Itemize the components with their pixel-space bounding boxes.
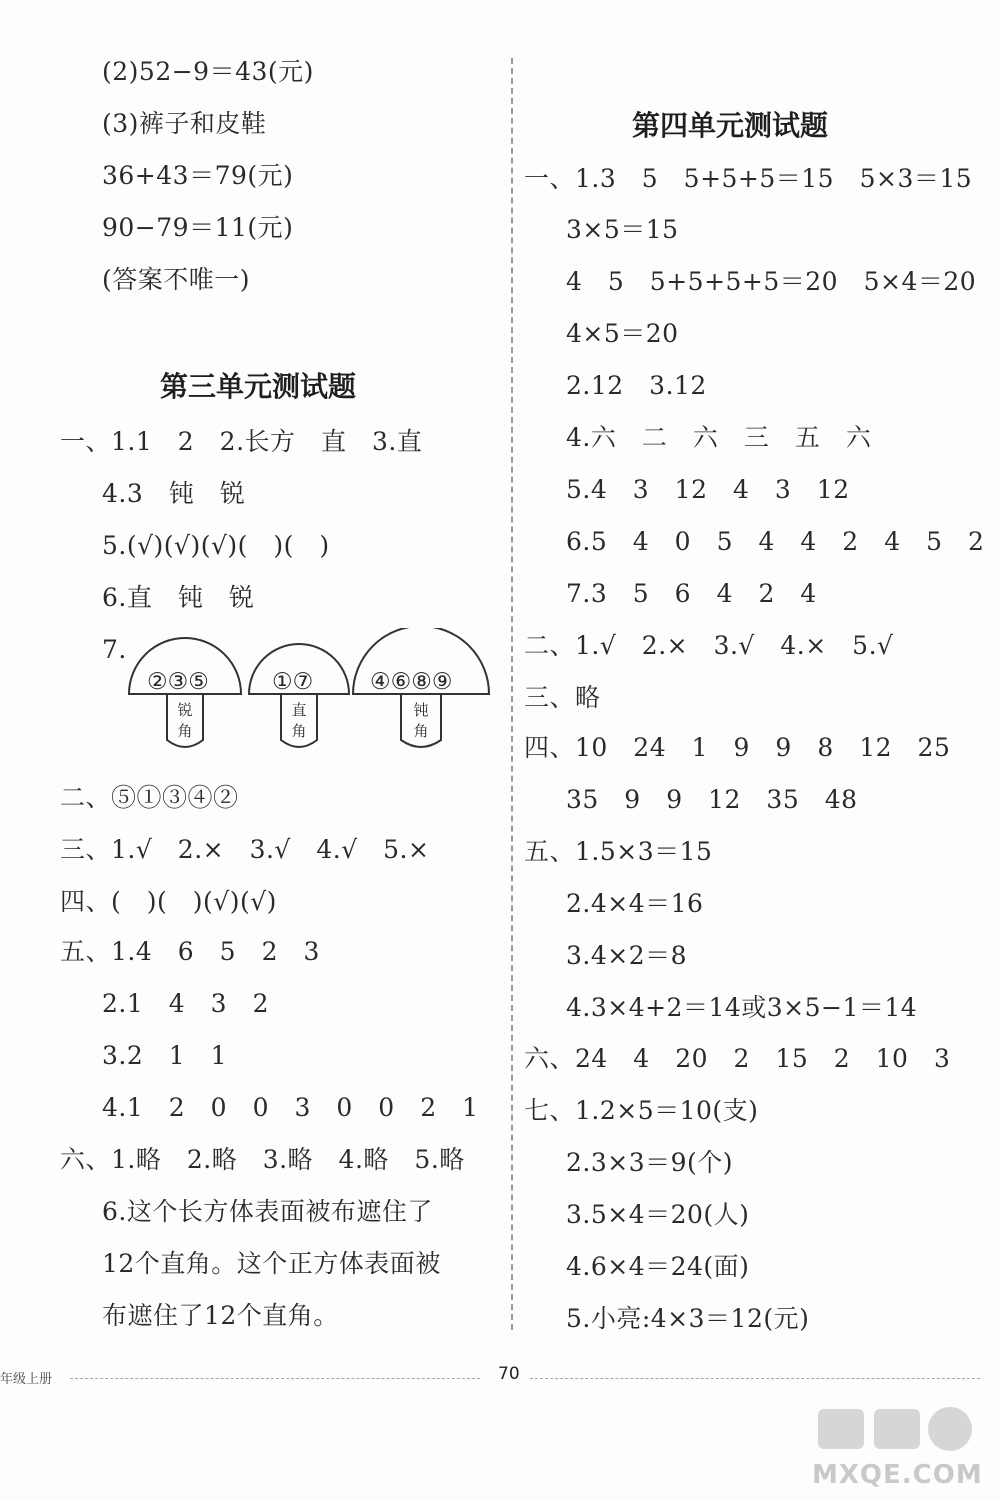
answer-line: 4.3 钝 锐 — [102, 479, 246, 508]
answer-line: 2.4×4＝16 — [566, 889, 704, 918]
answer-line: 4.六 二 六 三 五 六 — [566, 423, 872, 452]
mushroom-1-numbers: ②③⑤ — [147, 669, 209, 695]
answer-line: 一、1.1 2 2.长方 直 3.直 — [60, 427, 423, 456]
answer-line: 4 5 5+5+5+5＝20 5×4＝20 — [566, 267, 977, 296]
answer-line: 三、略 — [524, 683, 601, 712]
answer-line: 4.3×4+2＝14或3×5−1＝14 — [566, 993, 918, 1022]
unit3-title: 第三单元测试题 — [160, 370, 357, 403]
unit4-title: 第四单元测试题 — [632, 109, 829, 142]
mushroom-2-stem: 角 — [291, 722, 307, 740]
answer-line: 5.4 3 12 4 3 12 — [566, 475, 850, 504]
answer-line: 6.5 4 0 5 4 4 2 4 5 2 — [566, 527, 985, 556]
page-number: 70 — [498, 1364, 520, 1384]
answer-line: 4.6×4＝24(面) — [566, 1252, 750, 1281]
answer-line: 二、⑤①③④② — [60, 783, 239, 812]
answer-line: 一、1.3 5 5+5+5＝15 5×3＝15 — [524, 164, 973, 193]
watermark-text: MXQE.COM — [812, 1460, 983, 1490]
answer-line: 3.4×2＝8 — [566, 941, 688, 970]
footer-rule-left — [70, 1378, 480, 1379]
answer-line: 3.2 1 1 — [102, 1041, 228, 1070]
answer-line: 90−79＝11(元) — [102, 213, 294, 242]
answer-line: 四、( )( )(√)(√) — [60, 887, 277, 916]
answer-line: 6.直 钝 锐 — [102, 583, 255, 612]
answer-line: 3.5×4＝20(人) — [566, 1200, 750, 1229]
mushroom-3-numbers: ④⑥⑧⑨ — [370, 669, 453, 695]
answer-line: 7.3 5 6 4 2 4 — [566, 579, 817, 608]
mushroom-2-stem: 直 — [291, 701, 307, 719]
answer-line: 2.12 3.12 — [566, 371, 707, 400]
answer-line: 布遮住了12个直角。 — [102, 1301, 339, 1330]
answer-line: 三、1.√ 2.× 3.√ 4.√ 5.× — [60, 835, 430, 864]
mushroom-1-stem: 锐 — [177, 701, 193, 719]
answer-line: 五、1.5×3＝15 — [524, 837, 713, 866]
answer-line: 5.小亮:4×3＝12(元) — [566, 1304, 810, 1333]
answer-line: (答案不唯一) — [102, 265, 251, 294]
answer-line: 2.1 4 3 2 — [102, 989, 269, 1018]
mushroom-3-stem: 钝 — [413, 701, 429, 719]
answer-line: 6.这个长方体表面被布遮住了 — [102, 1197, 433, 1226]
mushroom-1-stem: 角 — [177, 722, 193, 740]
answer-line: 5.(√)(√)(√)( )( ) — [102, 531, 330, 560]
answer-line: 4.1 2 0 0 3 0 0 2 1 — [102, 1093, 479, 1122]
answer-line: 四、10 24 1 9 9 8 12 25 — [524, 733, 951, 762]
answer-line: 3×5＝15 — [566, 215, 679, 244]
answer-line: 35 9 9 12 35 48 — [566, 785, 858, 814]
answer-line: 2.3×3＝9(个) — [566, 1148, 734, 1177]
footer-rule-right — [530, 1378, 980, 1379]
answer-line: 二、1.√ 2.× 3.√ 4.× 5.√ — [524, 631, 894, 660]
mushroom-3-stem: 角 — [413, 722, 429, 740]
answer-line: 六、24 4 20 2 15 2 10 3 — [524, 1044, 951, 1073]
column-divider — [511, 58, 513, 1330]
answer-line: (2)52−9＝43(元) — [102, 57, 314, 86]
answer-line: 六、1.略 2.略 3.略 4.略 5.略 — [60, 1145, 465, 1174]
answer-line: 4×5＝20 — [566, 319, 679, 348]
answer-line: (3)裤子和皮鞋 — [102, 109, 267, 138]
footer-label: 年级上册 — [0, 1372, 53, 1387]
answer-line: 七、1.2×5＝10(支) — [524, 1096, 759, 1125]
answer-line: 36+43＝79(元) — [102, 161, 294, 190]
answer-line: 7. — [102, 635, 127, 664]
answer-line: 五、1.4 6 5 2 3 — [60, 937, 320, 966]
mushroom-2-numbers: ①⑦ — [272, 669, 314, 695]
answer-line: 12个直角。这个正方体表面被 — [102, 1249, 441, 1278]
